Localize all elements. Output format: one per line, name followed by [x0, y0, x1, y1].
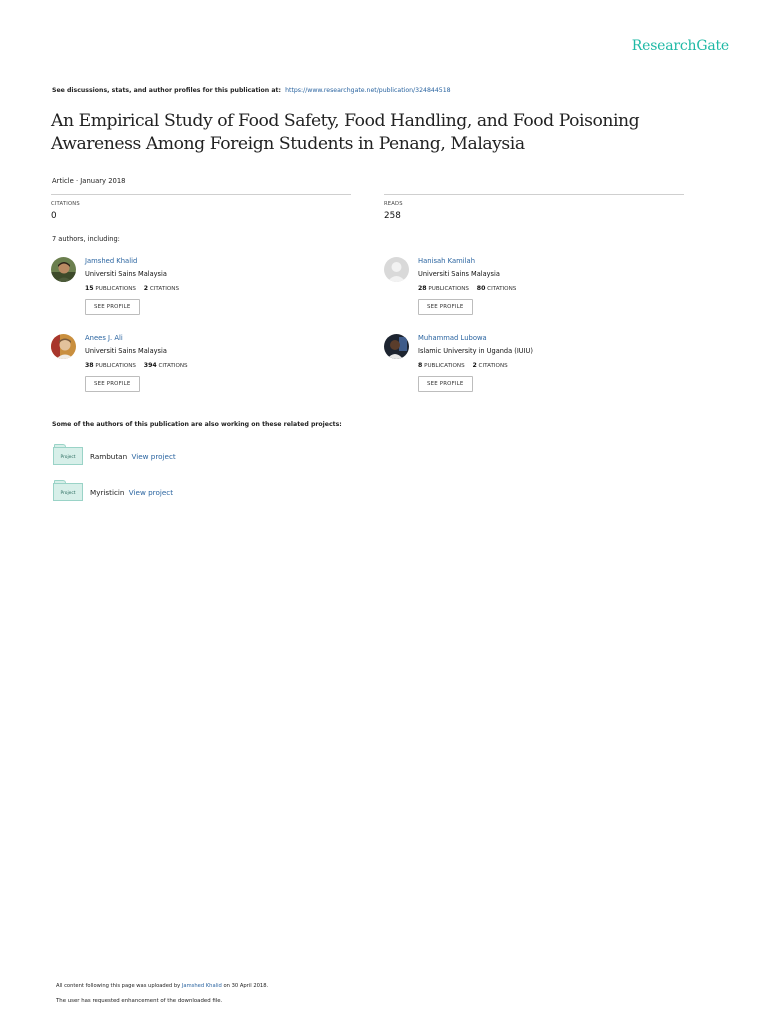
- enhancement-note: The user has requested enhancement of the downloaded file.: [56, 998, 223, 1004]
- related-projects-heading: Some of the authors of this publication are also working on these related projects:: [52, 421, 342, 428]
- publications-label: PUBLICATIONS: [95, 286, 136, 292]
- author-card: [51, 257, 351, 323]
- citations-count: 2: [472, 362, 477, 369]
- project-name: Rambutan: [90, 452, 128, 461]
- citations-label: CITATIONS: [51, 201, 80, 207]
- upload-notice: [56, 983, 268, 989]
- discussion-text: See discussions, stats, and author profiles for this publication at:: [52, 87, 281, 94]
- upload-prefix: All content following this page was uploaded by: [56, 983, 181, 989]
- project-folder-icon: [53, 480, 83, 502]
- publication-title: An Empirical Study of Food Safety, Food Handling, and Food Poisoning Awareness Among Foreign Students in Penang, Malaysia: [51, 111, 640, 154]
- author-card: [51, 334, 351, 400]
- publications-count: 28: [418, 285, 427, 292]
- uploader-link[interactable]: Jamshed Khalid: [181, 983, 222, 989]
- reads-label: READS: [384, 201, 403, 207]
- reads-value: 258: [384, 211, 401, 221]
- upload-suffix: on 30 April 2018.: [223, 983, 269, 989]
- publications-label: PUBLICATIONS: [424, 363, 465, 369]
- researchgate-logo[interactable]: ResearchGate: [631, 38, 729, 54]
- publications-count: 38: [85, 362, 94, 369]
- view-project-link[interactable]: View project: [131, 452, 176, 461]
- citations-value: 0: [51, 211, 57, 221]
- citations-count: 80: [476, 285, 486, 292]
- view-project-link[interactable]: View project: [128, 488, 174, 497]
- citations-label: CITATIONS: [149, 286, 179, 292]
- citations-label: CITATIONS: [478, 363, 508, 369]
- see-profile-button[interactable]: SEE PROFILE: [85, 299, 140, 315]
- author-card: [384, 257, 684, 323]
- publications-label: PUBLICATIONS: [428, 286, 469, 292]
- citations-count: 394: [143, 362, 157, 369]
- publication-meta: Article · January 2018: [52, 177, 126, 185]
- author-institution: Universiti Sains Malaysia: [85, 347, 167, 355]
- publications-count: 15: [85, 285, 94, 292]
- see-profile-button[interactable]: SEE PROFILE: [418, 376, 473, 392]
- authors-heading: 7 authors, including:: [52, 235, 120, 243]
- see-profile-button[interactable]: SEE PROFILE: [85, 376, 140, 392]
- publication-link[interactable]: https://www.researchgate.net/publication/324844518: [285, 87, 451, 94]
- author-name[interactable]: Jamshed Khalid: [85, 257, 138, 265]
- project-icon-label: Project: [60, 491, 76, 496]
- citations-label: CITATIONS: [487, 286, 517, 292]
- author-avatar[interactable]: [51, 334, 76, 359]
- author-avatar[interactable]: [51, 257, 76, 282]
- citations-stat: [51, 194, 351, 221]
- citations-count: 2: [143, 285, 149, 292]
- project-icon-label: Project: [60, 455, 76, 460]
- see-profile-button[interactable]: SEE PROFILE: [418, 299, 473, 315]
- reads-stat: [384, 194, 684, 221]
- project-folder-icon: [53, 444, 83, 466]
- author-institution: Universiti Sains Malaysia: [418, 270, 500, 278]
- author-name[interactable]: Anees J. Ali: [85, 334, 123, 342]
- author-name[interactable]: Hanisah Kamilah: [418, 257, 476, 265]
- author-institution: Islamic University in Uganda (IUIU): [418, 347, 533, 355]
- author-stats: [85, 285, 179, 292]
- discussion-line: [52, 87, 451, 94]
- project-name: Myristicin: [90, 488, 125, 497]
- author-institution: Universiti Sains Malaysia: [85, 270, 167, 278]
- author-stats: [418, 285, 516, 292]
- author-avatar[interactable]: [384, 334, 409, 359]
- publications-count: 8: [418, 362, 423, 369]
- author-card: [384, 334, 684, 400]
- publications-label: PUBLICATIONS: [95, 363, 136, 369]
- author-name[interactable]: Muhammad Lubowa: [418, 334, 487, 342]
- author-stats: [85, 362, 188, 369]
- default-avatar-icon[interactable]: [384, 257, 409, 282]
- author-stats: [418, 362, 533, 369]
- citations-label: CITATIONS: [158, 363, 188, 369]
